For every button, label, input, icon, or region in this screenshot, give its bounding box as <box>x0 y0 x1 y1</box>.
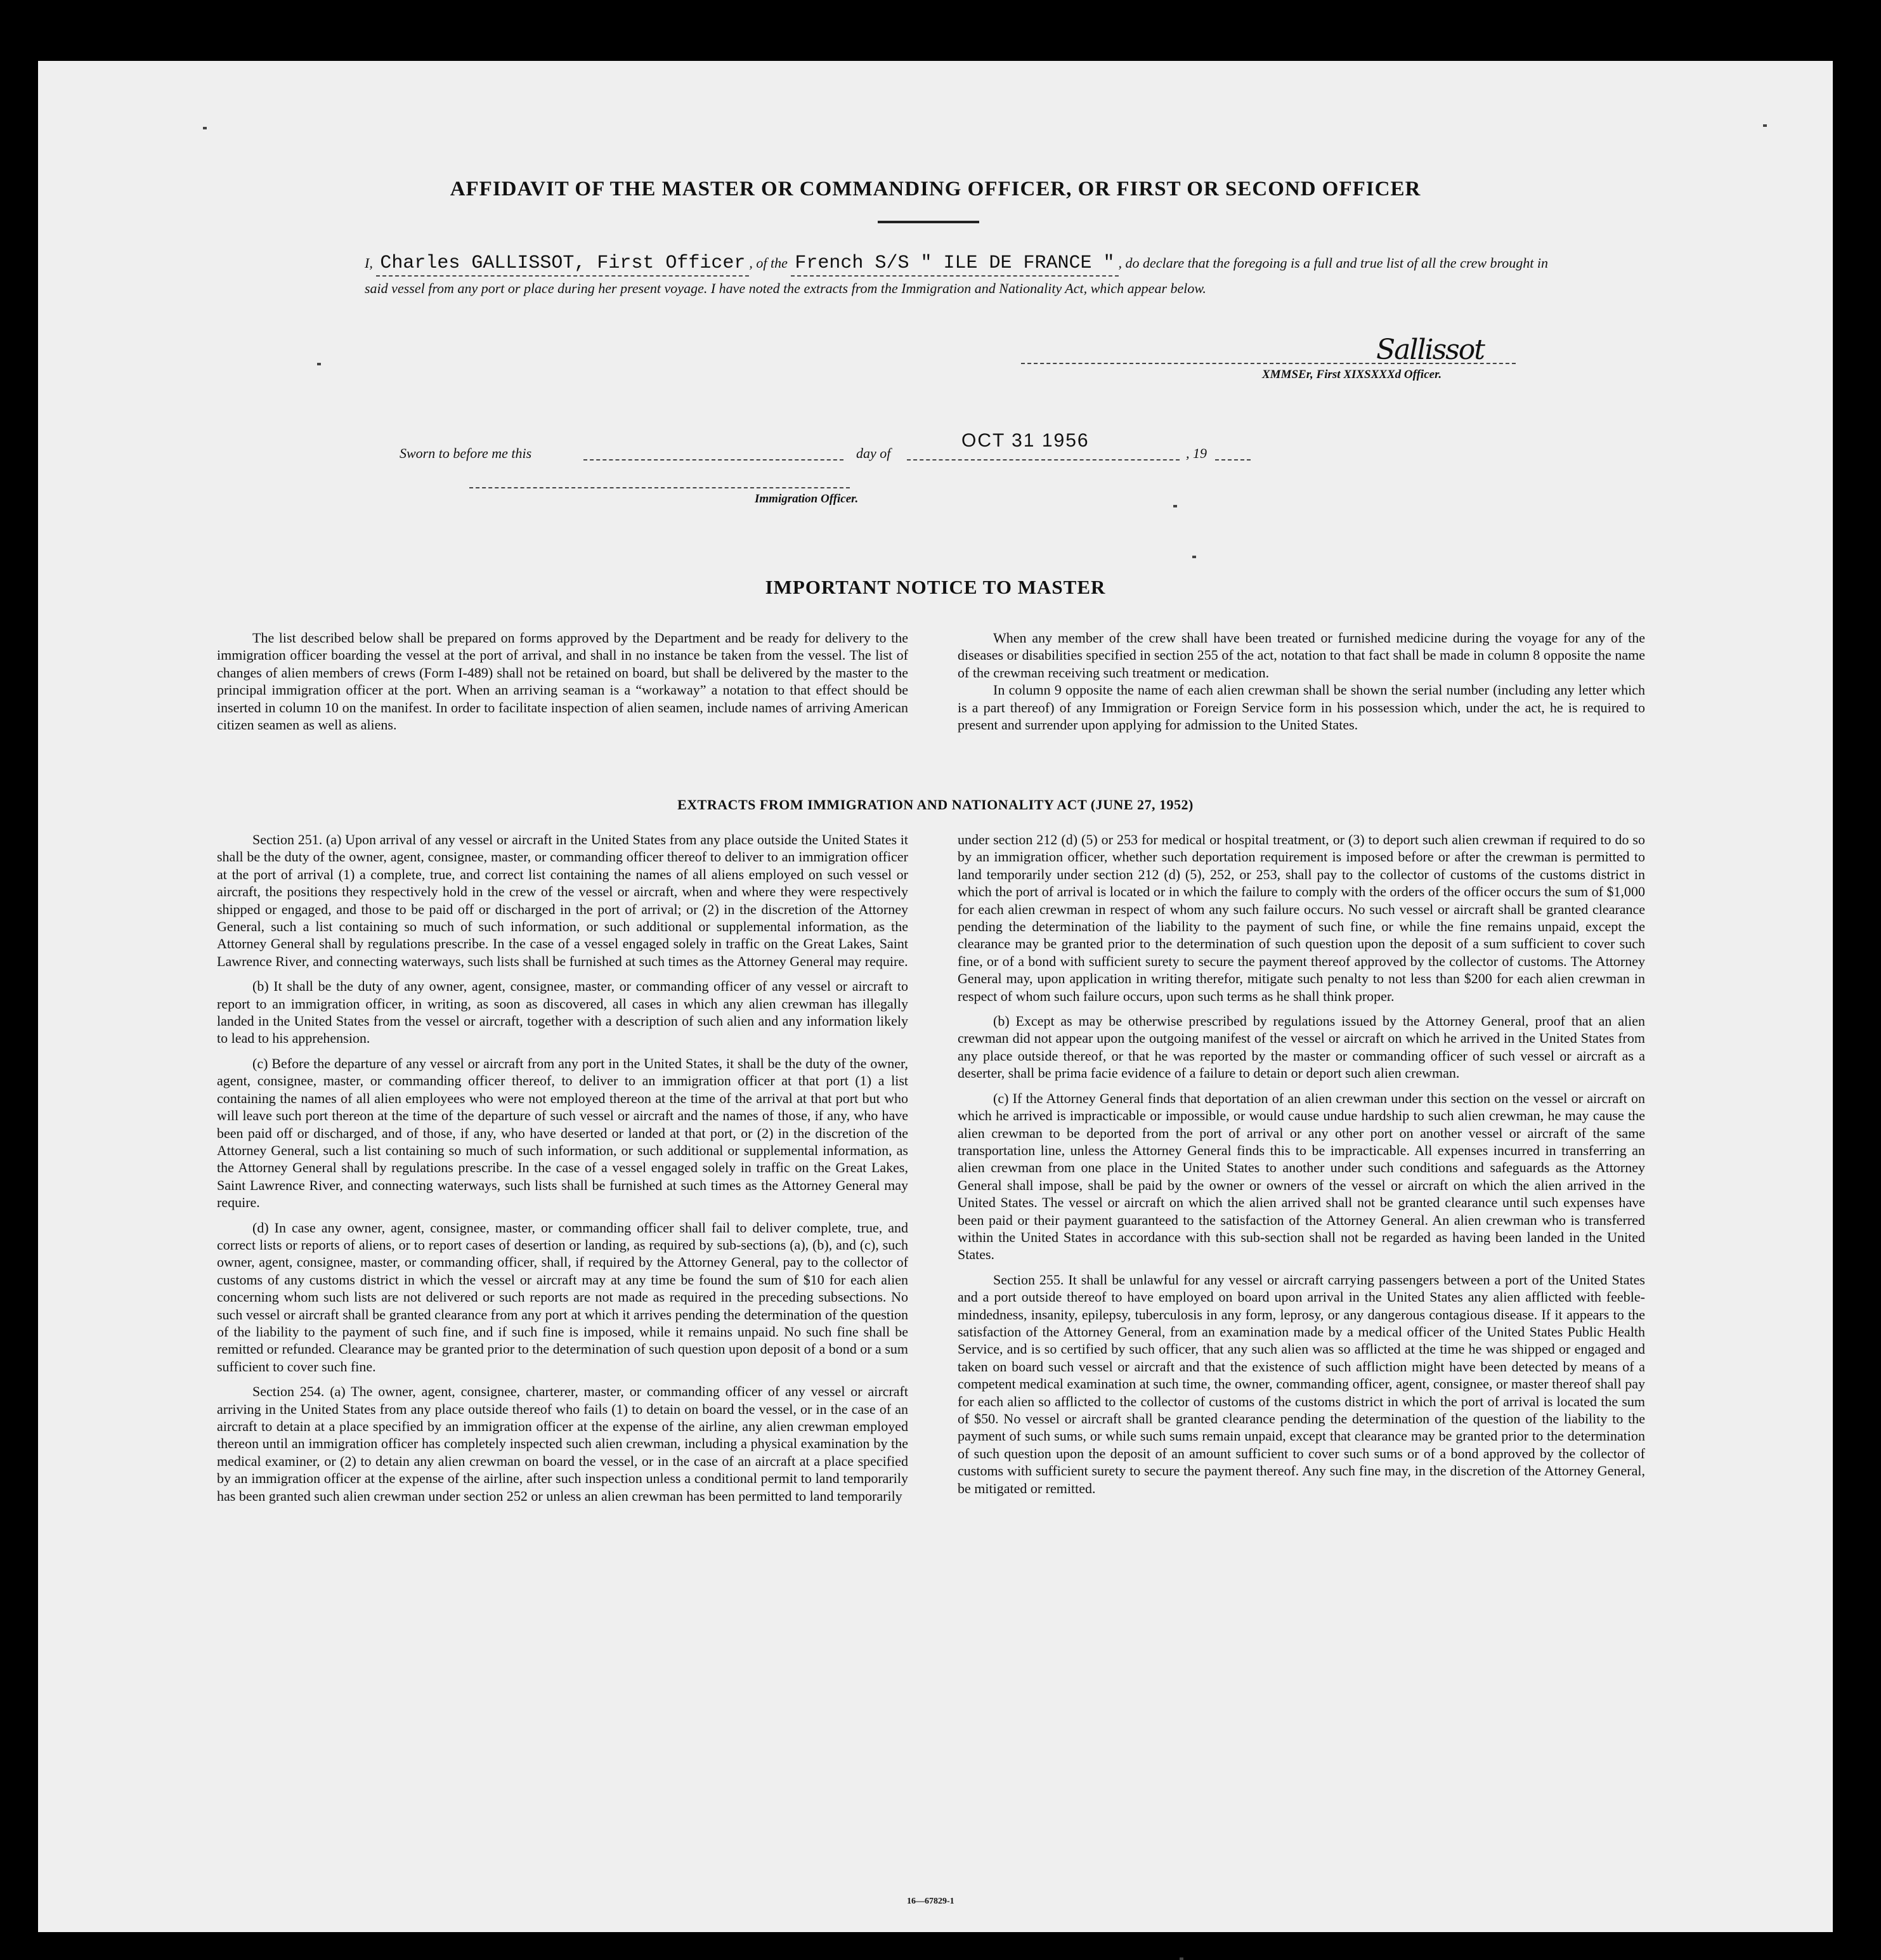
sworn-year-line <box>1215 459 1251 461</box>
section-251d: (d) In case any owner, agent, consignee, master, or commanding officer shall fail to deliver complete, true, and correct lists or reports of aliens, or to report cases of desertion or landing, as required by sub-sections (a), (b), and (c), such owner, agent, consignee, master, or commanding officer, shall, if required by the Attorney General, pay to the collector of customs of any customs district in which the vessel or aircraft may at any time be found the sum of $10 for each alien concerning whom such lists are not delivered or such reports are not made as required in the preceding subsections. No such vessel or aircraft shall be granted clearance from any port at which it arrives pending the determination of the question of the liability to the payment of such fine, and if such fine is imposed, while it remains unpaid. No such fine shall be remitted or refunded. Clearance may be granted prior to the determination of such question upon deposit of a bond or a sum sufficient to cover such fine. <box>217 1219 908 1375</box>
scan-speck <box>317 363 321 365</box>
section-254a: Section 254. (a) The owner, agent, consignee, charterer, master, or commanding officer of any vessel or aircraft arriving in the United States from any place outside thereof who fails (1) to detain on board the vessel, or in the case of an aircraft to detain at a place specified by an immigration officer at the expense of the airline, any alien crewman employed thereon until an immigration officer has completely inspected such alien crewman, including a physical examination by the medical examiner, or (2) to detain any alien crewman on board the vessel, or in the case of an aircraft at a place specified by an immigration officer at the expense of the airline, after such inspection unless a conditional permit to land temporarily has been granted such alien crewman under section 252 or unless an alien crewman has been permitted to land temporarily <box>217 1383 908 1504</box>
document-page <box>38 61 1833 1932</box>
scan-speck <box>203 127 207 129</box>
immigration-officer-line <box>469 487 850 488</box>
extracts-left-column <box>217 831 908 1505</box>
sworn-label: Sworn to before me this <box>400 445 532 461</box>
sworn-year-prefix: , 19 <box>1186 445 1207 461</box>
scan-speck <box>1763 124 1767 127</box>
scan-speck <box>1173 505 1177 507</box>
scan-speck <box>1180 1957 1183 1960</box>
sworn-month-line <box>907 459 1180 461</box>
officer-name-field: Charles GALLISSOT, First Officer <box>376 251 749 277</box>
form-number: 16—67829-1 <box>907 1897 954 1906</box>
section-251a: Section 251. (a) Upon arrival of any vessel or aircraft in the United States from any place outside the United States it shall be the duty of the owner, agent, consignee, master, or commanding officer thereof to deliver to an immigration officer at the port of arrival (1) a complete, true, and correct list containing the names of all aliens employed on such vessel or aircraft, the positions they respectively hold in the crew of the vessel or aircraft, when and where they were respectively shipped or engaged, and those to be paid off or discharged in the port of arrival; or (2) in the discretion of the Attorney General, such a list containing so much of such information, or such additional or supplemental information, as the Attorney General shall by regulations prescribe. In the case of a vessel engaged solely in traffic on the Great Lakes, Saint Lawrence River, and connecting waterways, such lists shall be furnished at such times as the Attorney General may require. <box>217 832 908 969</box>
date-stamp: OCT 31 1956 <box>961 430 1090 451</box>
section-251c: (c) Before the departure of any vessel or aircraft from any port in the United States, it shall be the duty of the owner, agent, consignee, master, or commanding officer thereof, to deliver to an immigration officer at that port (1) a list containing the names of all alien employees who were not employed thereon at the time of the arrival at that port but who will leave such port thereon at the time of the departure of such vessel or aircraft and the names of those, if any, who have been paid off or discharged, and of those, if any, who have deserted or landed at that port, or (2) in the discretion of the Attorney General, such a list containing so much of such information, or such additional or supplemental information, as the Attorney General shall by regulations prescribe. In the case of a vessel engaged solely in traffic on the Great Lakes, Saint Lawrence River, and connecting waterways, such lists shall be furnished at such times as the Attorney General may require. <box>217 1055 908 1211</box>
extracts-title: EXTRACTS FROM IMMIGRATION AND NATIONALITY ACT (JUNE 27, 1952) <box>677 797 1194 813</box>
notice-paragraph: The list described below shall be prepared on forms approved by the Department and be ready for delivery to the immigration officer boarding the vessel at the port of arrival, and shall in no instance be taken from the vessel. The list of changes of alien members of crews (Form I-489) shall not be retained on board, but shall be delivered by the master to the principal immigration officer at the port. When an arriving seaman is a “workaway” a notation to that effect should be inserted in column 10 on the manifest. In order to facilitate inspection of alien seamen, include names of arriving American citizen seamen as well as aliens. <box>217 630 908 733</box>
notice-paragraph: When any member of the crew shall have been treated or furnished medicine during the voyage for any of the diseases or disabilities specified in section 255 of the act, notation to that fact shall be made in column 8 opposite the name of the crewman receiving such treatment or medication. <box>958 630 1645 681</box>
affidavit-title: AFFIDAVIT OF THE MASTER OR COMMANDING OFFICER, OR FIRST OR SECOND OFFICER <box>450 178 1421 200</box>
signature-line <box>1021 363 1516 364</box>
section-251b: (b) It shall be the duty of any owner, agent, consignee, master, or commanding officer of any vessel or aircraft to report to an immigration officer, in writing, as soon as discovered, all cases in which any alien crewman has illegally landed in the United States from the vessel or aircraft, together with a description of such alien and any information likely to lead to his apprehension. <box>217 978 908 1047</box>
sworn-day-of: day of <box>856 445 891 461</box>
declaration <box>365 251 1557 301</box>
sworn-day-line <box>583 459 843 461</box>
notice-title: IMPORTANT NOTICE TO MASTER <box>765 576 1106 598</box>
notice-paragraph: In column 9 opposite the name of each alien crewman shall be shown the serial number (including any letter which is a part thereof) of any Immigration or Foreign Service form in his possession which, under the act, he is required to present and surrender upon applying for admission to the United States. <box>958 682 1645 733</box>
declaration-do-declare: , do declare <box>1118 255 1185 271</box>
section-254a-continued: under section 212 (d) (5) or 253 for medical or hospital treatment, or (3) to deport such alien crewman if required to do so by an immigration officer, whether such deportation requirement is imposed before or after the crewman is permitted to land temporarily under section 212 (d) (5), 252, or 253, shall pay to the collector of customs of the customs district in which the port of arrival is located or in which the failure to comply with the orders of the officer occurs the sum of $1,000 for each alien crewman in respect of whom any such failure occurs. No such vessel or aircraft shall be granted clearance pending the determination of the liability to the payment of such fine, or while the fine remains unpaid, except the clearance may be granted prior to the determination of such question upon the deposit of a sum sufficient to cover such fine, or of a bond with sufficient surety to secure the payment thereof approved by the collector of customs. The Attorney General may, upon application in writing therefor, mitigate such penalty to not less than $200 for each alien crewman in respect of whom such failure occurs, upon such terms as he shall think proper. <box>958 832 1645 1004</box>
section-255: Section 255. It shall be unlawful for any vessel or aircraft carrying passengers between a port of the United States and a port outside thereof to have employed on board upon arrival in the United States any alien afflicted with feeble-mindedness, insanity, epilepsy, tuberculosis in any form, leprosy, or any dangerous contagious disease. If it appears to the satisfaction of the Attorney General, from an examination made by a medical officer of the United States Public Health Service, and is so certified by such officer, that any such alien was so afflicted at the time he was shipped or engaged and taken on board such vessel or aircraft and that the existence of such affliction might have been detected by means of a competent medical examination at such time, the owner, commanding officer, agent, consignee, or master thereof shall pay for each alien so afflicted to the collector of customs of the customs district in which the port of arrival is located the sum of $50. No vessel or aircraft shall be granted clearance pending the determination of the question of the liability to the payment of such sums, or while such sums remain unpaid, except that clearance may be granted prior to the determination of such question upon the deposit of an amount sufficient to cover such sums or of a bond approved by the collector of customs with sufficient surety to secure the payment thereof. Any such fine may, in the discretion of the Attorney General, be mitigated or remitted. <box>958 1271 1645 1496</box>
notice-left-column <box>217 629 908 733</box>
section-254b: (b) Except as may be otherwise prescribed by regulations issued by the Attorney General, proof that an alien crewman did not appear upon the outgoing manifest of the vessel or aircraft on which he arrived in the United States from any place outside thereof, or that he was reported by the master or commanding officer of such vessel or aircraft as a deserter, shall be prima facie evidence of a failure to detain or deport such alien crewman. <box>958 1013 1645 1081</box>
declaration-prefix: I, <box>365 255 373 271</box>
title-rule <box>878 221 979 223</box>
extracts-right-column <box>958 831 1645 1497</box>
scan-speck <box>1192 556 1196 558</box>
immigration-officer-caption: Immigration Officer. <box>755 492 859 506</box>
officer-signature: Sallissot <box>1376 334 1484 366</box>
vessel-name-field: French S/S " ILE DE FRANCE " <box>791 251 1118 277</box>
signature-caption: XMMSEr, First XIXSXXXd Officer. <box>1262 368 1442 381</box>
notice-right-column <box>958 629 1645 733</box>
declaration-body: that the foregoing is a full and true list of all the crew brought in said vessel from any port or place during her present voyage. I have noted the extracts from the Immigration and Nationality Act, which appear below. <box>365 255 1548 296</box>
declaration-of-the: , of the <box>749 255 788 271</box>
section-254c: (c) If the Attorney General finds that deportation of an alien crewman under this section on the vessel or aircraft on which he arrived is impracticable or impossible, or would cause undue hardship to such alien crewman, he may cause the alien crewman to be deported from the port of arrival or any other port on another vessel or aircraft of the same transportation line, unless the Attorney General finds this to be impracticable. All expenses incurred in transferring an alien crewman from one place in the United States to another under such conditions and safeguards as the Attorney General shall impose, shall be paid by the owner or owners of the vessel or aircraft on which the alien arrived in the United States. The vessel or aircraft on which the alien arrived shall not be granted clearance until such expenses have been paid or their payment guaranteed to the satisfaction of the Attorney General. An alien crewman who is transferred within the United States in accordance with this sub-section shall not be regarded as having been landed in the United States. <box>958 1090 1645 1263</box>
